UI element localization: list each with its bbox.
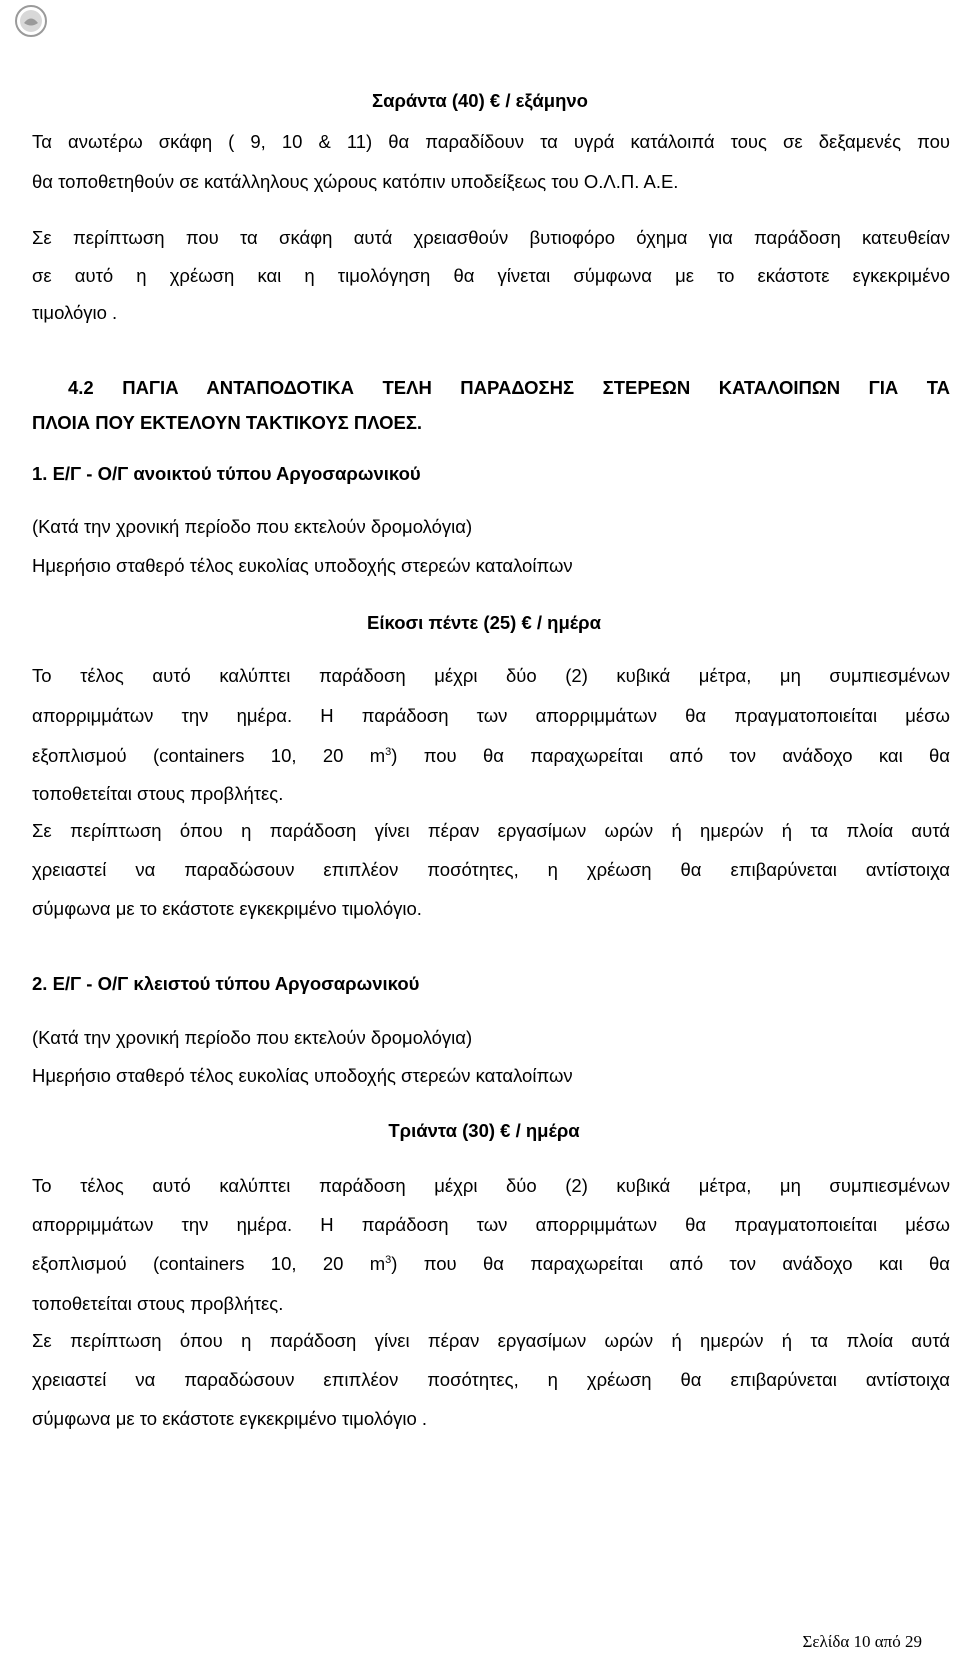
text-line: εξοπλισμού (containers 10, 20 $m^3$) που θα παραχωρείται από τον ανάδοχο και θα — [32, 745, 950, 766]
text-line: Σε περίπτωση όπου η παράδοση γίνει πέραν εργασίμων ωρών ή ημερών ή τα πλοία αυτά — [32, 820, 950, 841]
page-number: Σελίδα 10 από 29 — [802, 1632, 922, 1651]
text-line: σύμφωνα με το εκάστοτε εγκεκριμένο τιμολόγιο . — [32, 1408, 428, 1429]
text-line: Το τέλος αυτό καλύπτει παράδοση μέχρι δύο (2) κυβικά μέτρα, μη συμπιεσμένων — [32, 1175, 950, 1196]
text-line: θα τοποθετηθούν σε κατάλληλους χώρους κατόπιν υποδείξεως του Ο.Λ.Π. Α.Ε. — [32, 171, 679, 192]
text-line: (Κατά την χρονική περίοδο που εκτελούν δρομολόγια) — [32, 1027, 473, 1048]
logo-icon — [14, 4, 48, 38]
fee-line: Είκοσι πέντε (25) € / ημέρα — [367, 612, 601, 633]
text-line: σε αυτό η χρέωση και η τιμολόγηση θα γίνεται σύμφωνα με το εκάστοτε εγκεκριμένο — [32, 265, 950, 286]
text-line: Ημερήσιο σταθερό τέλος ευκολίας υποδοχής στερεών καταλοίπων — [32, 555, 573, 576]
text-line: Ημερήσιο σταθερό τέλος ευκολίας υποδοχής στερεών καταλοίπων — [32, 1065, 573, 1086]
text-line: τοποθετείται στους προβλήτες. — [32, 783, 284, 804]
item-title: 1. Ε/Γ - Ο/Γ ανοικτού τύπου Αργοσαρωνικού — [32, 463, 421, 484]
fee-line: Σαράντα (40) € / εξάμηνο — [372, 90, 588, 111]
text-line: τιμολόγιο . — [32, 302, 118, 323]
text-line: απορριμμάτων την ημέρα. Η παράδοση των απορριμμάτων θα πραγματοποιείται μέσω — [32, 705, 950, 726]
text-line: τοποθετείται στους προβλήτες. — [32, 1293, 284, 1314]
text-line: απορριμμάτων την ημέρα. Η παράδοση των απορριμμάτων θα πραγματοποιείται μέσω — [32, 1214, 950, 1235]
text-line: εξοπλισμού (containers 10, 20 $m^3$) που θα παραχωρείται από τον ανάδοχο και θα — [32, 1253, 950, 1274]
text-line: Το τέλος αυτό καλύπτει παράδοση μέχρι δύο (2) κυβικά μέτρα, μη συμπιεσμένων — [32, 665, 950, 686]
text-line: (Κατά την χρονική περίοδο που εκτελούν δρομολόγια) — [32, 516, 473, 537]
text-line: Σε περίπτωση όπου η παράδοση γίνει πέραν εργασίμων ωρών ή ημερών ή τα πλοία αυτά — [32, 1330, 950, 1351]
item-title: 2. Ε/Γ - Ο/Γ κλειστού τύπου Αργοσαρωνικού — [32, 973, 420, 994]
section-heading: 4.2 ΠΑΓΙΑ ΑΝΤΑΠΟΔΟΤΙΚΑ ΤΕΛΗ ΠΑΡΑΔΟΣΗΣ ΣΤΕΡΕΩΝ ΚΑΤΑΛΟΙΠΩΝ ΓΙΑ ΤΑ — [68, 377, 950, 398]
text-line: Τα ανωτέρω σκάφη ( 9, 10 & 11) θα παραδίδουν τα υγρά κατάλοιπά τους σε δεξαμενές που — [32, 131, 950, 152]
fee-line: Τριάντα (30) € / ημέρα — [388, 1120, 580, 1141]
text-line: σύμφωνα με το εκάστοτε εγκεκριμένο τιμολόγιο. — [32, 898, 422, 919]
text-line: χρειαστεί να παραδώσουν επιπλέον ποσότητες, η χρέωση θα επιβαρύνεται αντίστοιχα — [32, 859, 950, 880]
section-heading: ΠΛΟΙΑ ΠΟΥ ΕΚΤΕΛΟΥΝ ΤΑΚΤΙΚΟΥΣ ΠΛΟΕΣ. — [32, 412, 423, 433]
text-line: χρειαστεί να παραδώσουν επιπλέον ποσότητες, η χρέωση θα επιβαρύνεται αντίστοιχα — [32, 1369, 950, 1390]
text-line: Σε περίπτωση που τα σκάφη αυτά χρειασθούν βυτιοφόρο όχημα για παράδοση κατευθείαν — [32, 227, 950, 248]
